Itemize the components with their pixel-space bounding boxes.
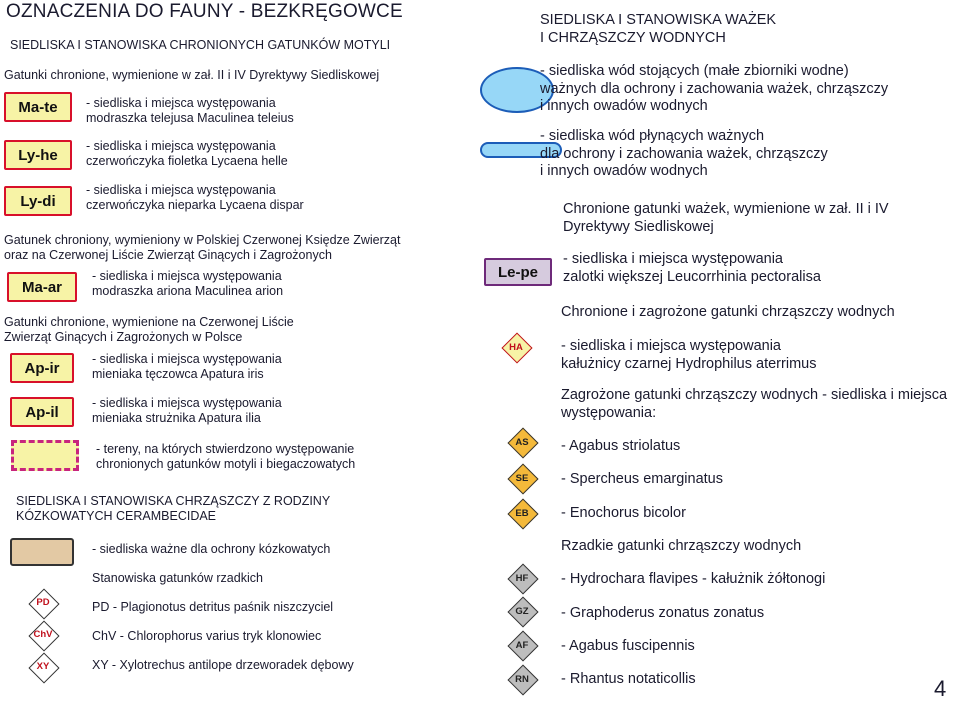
butterflies-heading: SIEDLISKA I STANOWISKA CHRONIONYCH GATUNKÓW MOTYLI <box>10 38 391 52</box>
legend-text-hf: - Hydrochara flavipes - kałużnik żółtonogi <box>561 571 826 587</box>
legend-symbol-ly-di: Ly-di <box>4 186 72 216</box>
legend-text-ma-ar: - siedliska i miejsca występowania modraszka ariona Maculinea arion <box>92 269 284 299</box>
diamond-label-chv: ChV <box>33 629 53 640</box>
legend-text-le-pe: - siedliska i miejsca występowania zalotki większej Leucorrhinia pectoralisa <box>563 251 821 285</box>
dragonflies-heading: SIEDLISKA I STANOWISKA WAŻEK I CHRZĄSZCZY WODNYCH <box>540 12 777 46</box>
legend-text-as: - Agabus striolatus <box>561 438 681 454</box>
legend-text-ma-te: - siedliska i miejsca występowania modraszka telejusa Maculinea teleius <box>86 96 294 126</box>
beetles-heading: SIEDLISKA I STANOWISKA CHRZĄSZCZY Z RODZINY KÓZKOWATYCH CERAMBECIDAE <box>16 494 331 524</box>
diamond-label-rn: RN <box>515 674 529 685</box>
diamond-label-eb: EB <box>515 508 529 519</box>
legend-symbol-ma-ar: Ma-ar <box>7 272 77 302</box>
legend-text-gz: - Graphoderus zonatus zonatus <box>561 605 765 621</box>
legend-text-pd: PD - Plagionotus detritus paśnik niszczyciel <box>92 600 334 614</box>
group3-heading: Gatunki chronione, wymienione na Czerwonej Liście Zwierząt Ginących i Zagrożonych w Polsce <box>4 315 294 345</box>
diamond-label-ha: HA <box>509 342 523 353</box>
legend-text-terrain: - tereny, na których stwierdzono występowanie chronionych gatunków motyli i biegaczowatych <box>96 442 356 472</box>
group2-heading: Gatunek chroniony, wymieniony w Polskiej Czerwonej Księdze Zwierząt oraz na Czerwonej Liście Zwierząt Ginących i Zagrożonych <box>4 233 401 263</box>
legend-text-rn: - Rhantus notaticollis <box>561 671 696 687</box>
diamond-label-as: AS <box>515 437 529 448</box>
legend-symbol-le-pe: Le-pe <box>484 258 552 286</box>
dragonfly-species-heading: Chronione gatunki ważek, wymienione w zał. II i IV Dyrektywy Siedliskowej <box>563 201 889 235</box>
legend-symbol-beetle-habitat <box>10 538 74 566</box>
rare-species-heading: Stanowiska gatunków rzadkich <box>92 571 263 585</box>
diamond-label-xy: XY <box>36 661 50 672</box>
legend-text-ap-ir: - siedliska i miejsca występowania mieniaka tęczowca Apatura iris <box>92 352 282 382</box>
diamond-label-hf: HF <box>515 573 529 584</box>
page-title: OZNACZENIA DO FAUNY - BEZKRĘGOWCE <box>6 1 403 22</box>
water-beetle-heading: Chronione i zagrożone gatunki chrząszczy wodnych <box>561 304 895 320</box>
legend-text-beetle-habitat: - siedliska ważne dla ochrony kózkowatych <box>92 542 331 556</box>
legend-text-ha: - siedliska i miejsca występowania kałużnicy czarnej Hydrophilus aterrimus <box>561 338 817 372</box>
legend-text-ap-il: - siedliska i miejsca występowania mieniaka strużnika Apatura ilia <box>92 396 282 426</box>
legend-symbol-ly-he: Ly-he <box>4 140 72 170</box>
threatened-heading: Zagrożone gatunki chrząszczy wodnych - siedliska i miejsca występowania: <box>561 387 948 421</box>
diamond-label-se: SE <box>515 473 529 484</box>
legend-symbol-ma-te: Ma-te <box>4 92 72 122</box>
legend-symbol-ap-ir: Ap-ir <box>10 353 74 383</box>
diamond-label-af: AF <box>515 640 529 651</box>
legend-symbol-terrain <box>11 440 79 471</box>
legend-text-se: - Spercheus emarginatus <box>561 471 723 487</box>
legend-text-eb: - Enochorus bicolor <box>561 505 686 521</box>
diamond-label-pd: PD <box>36 597 50 608</box>
rare-water-beetle-heading: Rzadkie gatunki chrząszczy wodnych <box>561 538 802 554</box>
legend-text-chv: ChV - Chlorophorus varius tryk klonowiec <box>92 629 322 643</box>
legend-text-af: - Agabus fuscipennis <box>561 638 695 654</box>
page-number: 4 <box>934 676 947 701</box>
legend-text-xy: XY - Xylotrechus antilope drzeworadek dębowy <box>92 658 354 672</box>
diamond-label-gz: GZ <box>515 606 529 617</box>
legend-text-flowing-water: - siedliska wód płynących ważnych dla ochrony i zachowania ważek, chrząszczy i innych owadów wodnych <box>540 128 828 180</box>
legend-text-still-water: - siedliska wód stojących (małe zbiorniki wodne) ważnych dla ochrony i zachowania ważek, chrząszczy i innych owadów wodnych <box>540 63 889 115</box>
legend-text-ly-he: - siedliska i miejsca występowania czerwończyka fioletka Lycaena helle <box>86 139 288 169</box>
group1-heading: Gatunki chronione, wymienione w zał. II i IV Dyrektywy Siedliskowej <box>4 68 380 82</box>
legend-text-ly-di: - siedliska i miejsca występowania czerwończyka nieparka Lycaena dispar <box>86 183 304 213</box>
legend-symbol-ap-il: Ap-il <box>10 397 74 427</box>
